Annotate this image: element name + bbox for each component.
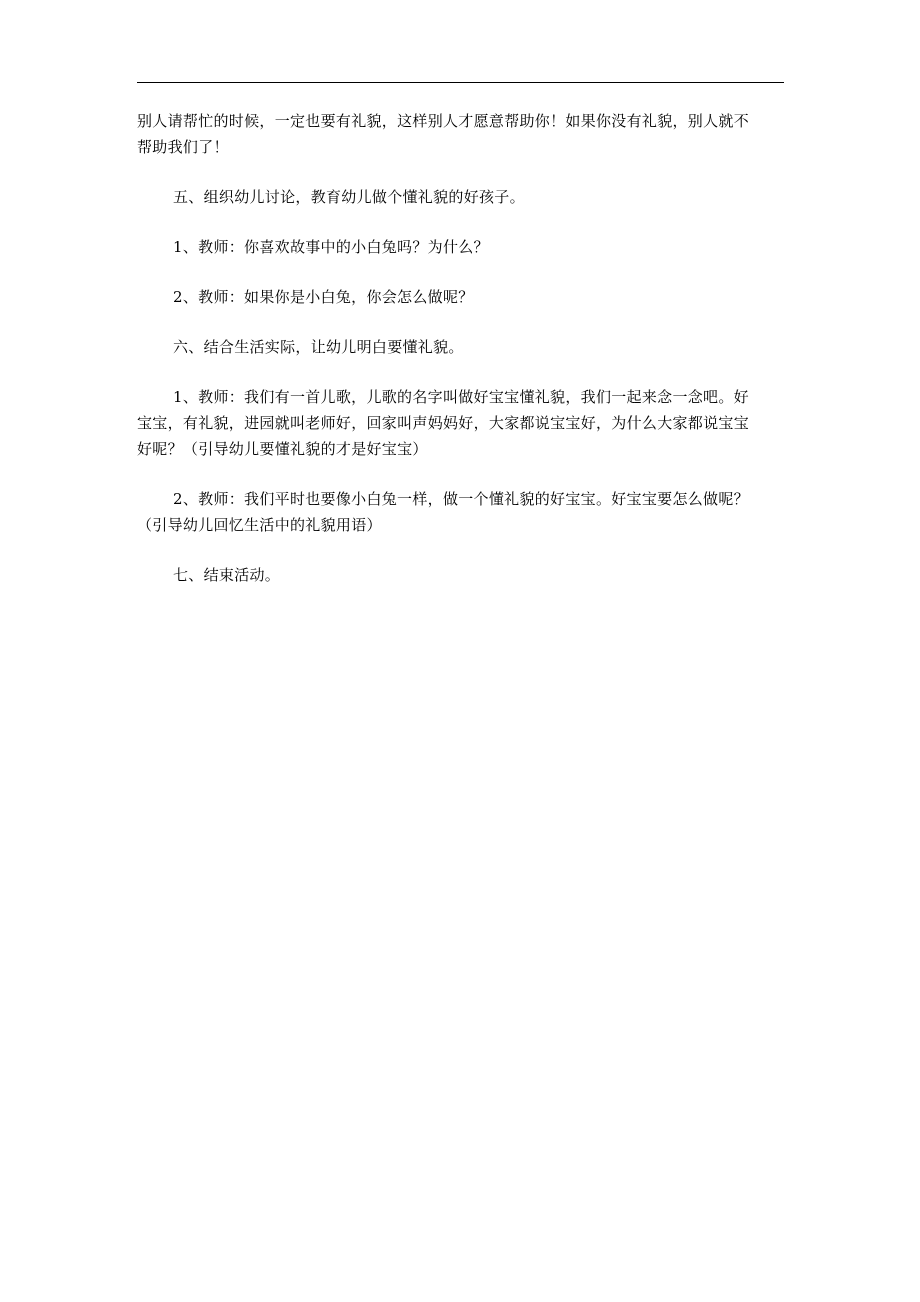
text-line: 别人请帮忙的时候，一定也要有礼貌，这样别人才愿意帮助你！如果你没有礼貌，别人就不	[137, 112, 750, 130]
text-line: 2、教师：我们平时也要像小白兔一样，做一个懂礼貌的好宝宝。好宝宝要怎么做呢？	[173, 490, 749, 508]
text-line: 1、教师：你喜欢故事中的小白兔吗？为什么？	[173, 238, 489, 256]
list-item-6-2	[137, 486, 784, 538]
text-line: 好呢？（引导幼儿要懂礼貌的才是好宝宝）	[137, 440, 428, 458]
text-line: 宝宝，有礼貌，进园就叫老师好，回家叫声妈妈好，大家都说宝宝好，为什么大家都说宝宝	[137, 414, 750, 432]
list-item-6-1	[137, 384, 784, 462]
text-line: （引导幼儿回忆生活中的礼貌用语）	[137, 516, 382, 534]
text-line: 1、教师：我们有一首儿歌，儿歌的名字叫做好宝宝懂礼貌，我们一起来念一念吧。好	[173, 388, 749, 406]
header-rule	[137, 82, 784, 83]
text-line: 2、教师：如果你是小白兔，你会怎么做呢？	[173, 288, 474, 306]
section-heading-6	[137, 334, 784, 360]
document-body	[137, 108, 784, 588]
list-item-5-1	[137, 234, 784, 260]
section-heading-7	[137, 562, 784, 588]
section-heading-5	[137, 184, 784, 210]
text-line: 帮助我们了！	[137, 138, 229, 156]
text-line: 五、组织幼儿讨论，教育幼儿做个懂礼貌的好孩子。	[173, 188, 525, 206]
text-line: 七、结束活动。	[173, 566, 281, 584]
text-line: 六、结合生活实际，让幼儿明白要懂礼貌。	[173, 338, 464, 356]
paragraph-continued	[137, 108, 784, 160]
list-item-5-2	[137, 284, 784, 310]
